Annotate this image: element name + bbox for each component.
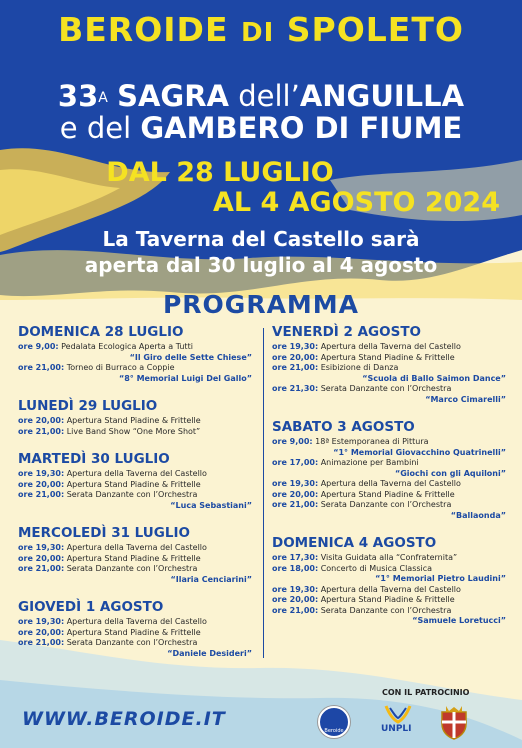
event-row (272, 458, 512, 469)
event-row (272, 437, 512, 448)
edition-sup: A (98, 90, 108, 106)
event-subtitle: “Daniele Desideri” (167, 648, 252, 658)
event-row (272, 384, 512, 395)
event-text: Apertura Stand Piadine & Frittelle (66, 479, 201, 489)
event-row (272, 564, 512, 575)
event-time: ore 21,00: (18, 564, 65, 573)
event-row (272, 342, 512, 353)
beroide-logo (318, 706, 350, 738)
event-text: Serata Danzante con l’Orchestra (66, 564, 198, 573)
program-day (18, 451, 258, 511)
event-title-line-1 (0, 80, 522, 112)
day-title: DOMENICA 28 LUGLIO (18, 324, 184, 340)
taverna-notice (0, 226, 522, 278)
event-text: Serata Danzante con l’Orchestra (66, 638, 198, 647)
event-text: Serata Danzante con l’Orchestra (320, 500, 452, 509)
event-row (272, 553, 512, 564)
event-row (18, 617, 258, 628)
taverna-line-1: La Taverna del Castello sarà (102, 227, 420, 251)
day-title: MARTEDÌ 30 LUGLIO (18, 451, 170, 467)
event-text: Apertura della Taverna del Castello (66, 469, 207, 478)
event-text: Apertura Stand Piadine & Frittelle (320, 595, 455, 604)
event-subtitle: “Luca Sebastiani” (170, 500, 252, 510)
event-time: ore 21,00: (18, 490, 65, 499)
event-text: Apertura della Taverna del Castello (320, 479, 461, 488)
programma-heading: PROGRAMMA (162, 290, 360, 319)
day-title: MERCOLEDÌ 31 LUGLIO (18, 525, 190, 541)
event-time: ore 19,30: (272, 479, 319, 488)
event-time: ore 19,30: (272, 342, 319, 351)
event-time: ore 19,30: (18, 543, 65, 552)
event-row (18, 554, 258, 565)
event-time: ore 18,00: (272, 563, 319, 573)
event-time: ore 20,00: (18, 416, 65, 425)
beroide-logo-text: Beroide (324, 728, 344, 734)
event-text: Concerto di Musica Classica (320, 563, 433, 573)
program-day (18, 324, 258, 384)
event-subtitle: “Scuola di Ballo Saimon Dance” (362, 373, 506, 383)
event-row (272, 595, 512, 606)
title-beroide: BEROIDE (58, 10, 229, 49)
event-time: ore 20,00: (18, 479, 65, 489)
event-time: ore 21,00: (18, 638, 65, 647)
title-dell: dell’ (238, 79, 300, 113)
event-subtitle: “Ballaonda” (450, 510, 506, 520)
day-title: LUNEDÌ 29 LUGLIO (18, 398, 158, 414)
title-di: DI (240, 18, 275, 48)
event-row (272, 500, 512, 511)
event-time: ore 20,00: (272, 352, 319, 362)
event-row (18, 469, 258, 480)
event-row (272, 363, 512, 374)
event-text: Apertura della Taverna del Castello (320, 342, 461, 351)
event-text: Apertura Stand Piadine & Frittelle (320, 489, 455, 499)
event-text: Serata Danzante con l’Orchestra (320, 384, 452, 393)
event-text: Apertura della Taverna del Castello (66, 617, 207, 626)
program-day (18, 599, 258, 659)
event-time: ore 21,00: (272, 500, 319, 509)
event-time: ore 19,30: (272, 584, 319, 594)
event-time: ore 20,00: (18, 553, 65, 563)
day-title: VENERDÌ 2 AGOSTO (272, 324, 422, 340)
event-row (18, 342, 258, 353)
event-time: ore 21,00: (272, 605, 319, 615)
event-row (272, 606, 512, 617)
event-time: ore 19,30: (18, 617, 65, 626)
title-e-del: e del (59, 111, 132, 145)
event-text: Apertura della Taverna del Castello (320, 584, 461, 594)
title-spoleto: SPOLETO (286, 10, 464, 49)
event-subtitle: “1° Memorial Giovacchino Quatrinelli” (333, 447, 506, 457)
event-subtitle: “Giochi con gli Aquiloni” (394, 468, 506, 478)
event-time: ore 21,30: (272, 384, 319, 393)
event-text: Visita Guidata alla “Confraternita” (320, 553, 458, 562)
event-subtitle: “Ilaria Cenciarini” (170, 574, 252, 584)
event-time: ore 20,00: (272, 595, 319, 604)
event-row (272, 479, 512, 490)
dates-end: AL 4 AGOSTO 2024 (212, 187, 500, 218)
event-text: Torneo di Burraco a Coppie (66, 363, 175, 372)
event-text: Apertura della Taverna del Castello (66, 543, 207, 552)
event-time: ore 19,30: (18, 469, 65, 478)
event-time: ore 20,00: (18, 627, 65, 637)
spoleto-coat-of-arms-icon (438, 704, 470, 740)
unpli-logo (380, 702, 416, 742)
event-text: Pedalata Ecologica Aperta a Tutti (61, 342, 193, 351)
event-subtitle: “Samuele Loretucci” (412, 616, 506, 625)
dates-start: DAL 28 LUGLIO (106, 157, 334, 188)
event-time: ore 21,00: (18, 426, 65, 436)
event-subtitle: “Il Giro delle Sette Chiese” (129, 352, 252, 362)
unpli-logo-text: UNPLI (381, 724, 412, 734)
program-day (272, 419, 512, 521)
event-title-line-2 (0, 112, 522, 144)
event-row (272, 490, 512, 501)
event-time: ore 9,00: (272, 437, 313, 446)
event-time: ore 17,30: (272, 553, 319, 562)
event-text: Apertura Stand Piadine & Frittelle (66, 553, 201, 563)
event-text: Apertura Stand Piadine & Frittelle (320, 352, 455, 362)
day-title: SABATO 3 AGOSTO (272, 419, 415, 435)
title-gambero: GAMBERO DI FIUME (140, 111, 463, 145)
day-title: DOMENICA 4 AGOSTO (272, 535, 437, 551)
event-row (18, 564, 258, 575)
event-row (18, 427, 258, 438)
event-subtitle: “Marco Cimarelli” (425, 394, 506, 404)
taverna-line-2: aperta dal 30 luglio al 4 agosto (84, 253, 438, 277)
event-row (18, 490, 258, 501)
event-text: Apertura Stand Piadine & Frittelle (66, 416, 201, 425)
program-day (272, 535, 512, 627)
event-text: 18ª Estemporanea di Pittura (315, 437, 429, 446)
patrocinio-label: CON IL PATROCINIO (382, 688, 470, 697)
title-sagra: SAGRA (117, 79, 229, 113)
event-row (18, 416, 258, 427)
edition-number: 33 (57, 79, 99, 113)
day-title: GIOVEDÌ 1 AGOSTO (18, 599, 164, 615)
event-subtitle: “8° Memorial Luigi Del Gallo” (118, 373, 252, 383)
event-row (18, 638, 258, 649)
event-text: Esibizione di Danza (320, 363, 399, 372)
event-row (18, 543, 258, 554)
program-right-column (272, 324, 512, 641)
event-row (18, 363, 258, 374)
website-link[interactable]: WWW.BEROIDE.IT (22, 708, 226, 730)
title-line-1 (0, 10, 522, 49)
event-row (272, 585, 512, 596)
column-divider (263, 328, 264, 658)
event-title (0, 80, 522, 144)
event-time: ore 20,00: (272, 489, 319, 499)
event-row (18, 628, 258, 639)
event-text: Serata Danzante con l’Orchestra (320, 605, 452, 615)
program-left-column (18, 324, 258, 673)
event-text: Animazione per Bambini (320, 458, 419, 467)
event-time: ore 21,00: (18, 363, 65, 372)
event-row (18, 480, 258, 491)
event-time: ore 9,00: (18, 342, 59, 351)
title-anguilla: ANGUILLA (299, 79, 465, 113)
event-subtitle: “1° Memorial Pietro Laudini” (375, 574, 506, 583)
event-time: ore 21,00: (272, 363, 319, 372)
program-day (272, 324, 512, 405)
event-row (272, 353, 512, 364)
event-text: Serata Danzante con l’Orchestra (66, 490, 198, 499)
event-text: Live Band Show “One More Shot” (66, 426, 201, 436)
event-text: Apertura Stand Piadine & Frittelle (66, 627, 201, 637)
event-time: ore 17,00: (272, 458, 319, 467)
program-day (18, 525, 258, 585)
program-day (18, 398, 258, 437)
